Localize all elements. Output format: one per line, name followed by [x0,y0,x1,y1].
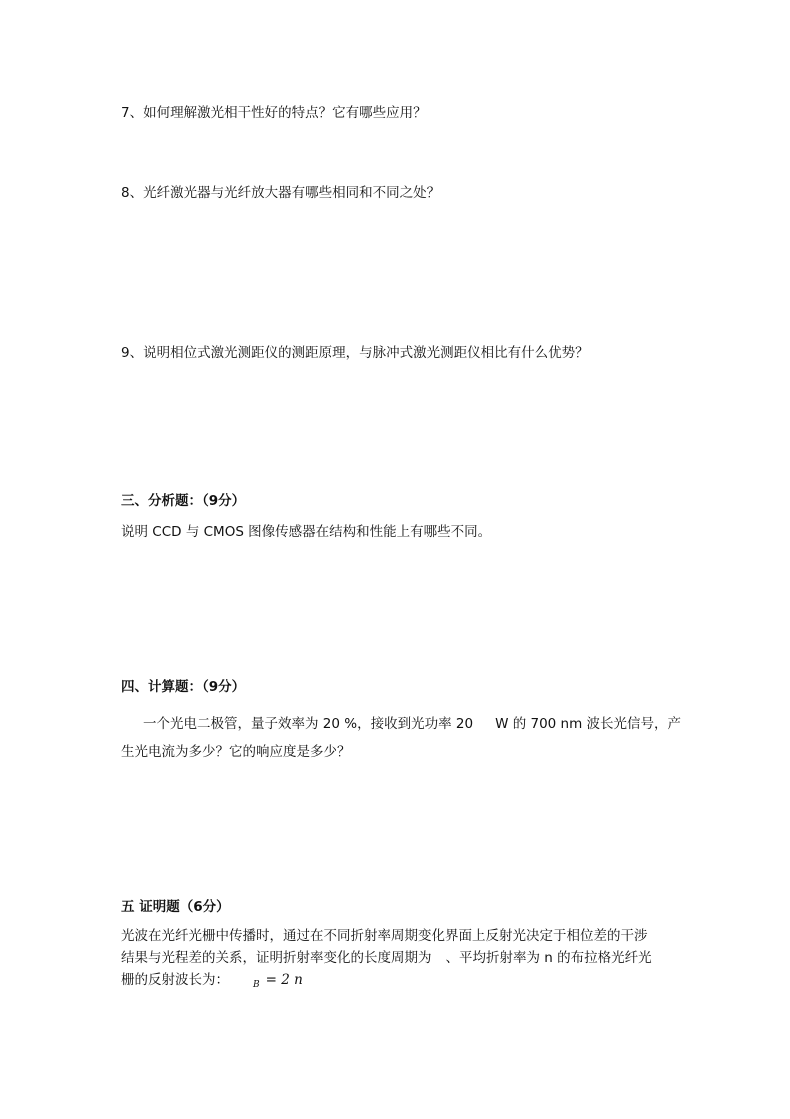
section-5-line-3 [121,970,303,992]
section-5-line-2-part-a: 结果与光程差的关系，证明折射率变化的长度周期为 [121,950,432,966]
question-9: 9、说明相位式激光测距仪的测距原理，与脉冲式激光测距仪相比有什么优势？ [121,345,589,361]
section-5-line-2 [121,948,652,968]
question-8: 8、光纤激光器与光纤放大器有哪些相同和不同之处？ [121,185,441,201]
formula-subscript: B [253,980,260,990]
section-5-line-3-text: 栅的反射波长为： [121,972,229,988]
question-7: 7、如何理解激光相干性好的特点？它有哪些应用？ [121,105,427,121]
section-3-heading: 三、分析题：（9分） [121,493,246,509]
section-4-line-1 [143,714,681,734]
bragg-formula: = 2 n [265,972,303,988]
section-5-line-1: 光波在光纤光栅中传播时，通过在不同折射率周期变化界面上反射光决定于相位差的干涉 [121,928,648,944]
section-4-line-1-part-b: W 的 700 nm 波长光信号，产 [495,716,682,732]
section-5-heading: 五 证明题（6分） [121,899,230,915]
section-4-heading: 四、计算题：（9分） [121,679,246,695]
section-3-body: 说明 CCD 与 CMOS 图像传感器在结构和性能上有哪些不同。 [121,524,492,540]
section-4-line-1-part-a: 一个光电二极管，量子效率为 20 %，接收到光功率 20 [143,716,474,732]
section-4-line-2: 生光电流为多少？它的响应度是多少？ [121,744,351,760]
section-5-line-2-part-b: 、平均折射率为 n 的布拉格光纤光 [445,950,652,966]
